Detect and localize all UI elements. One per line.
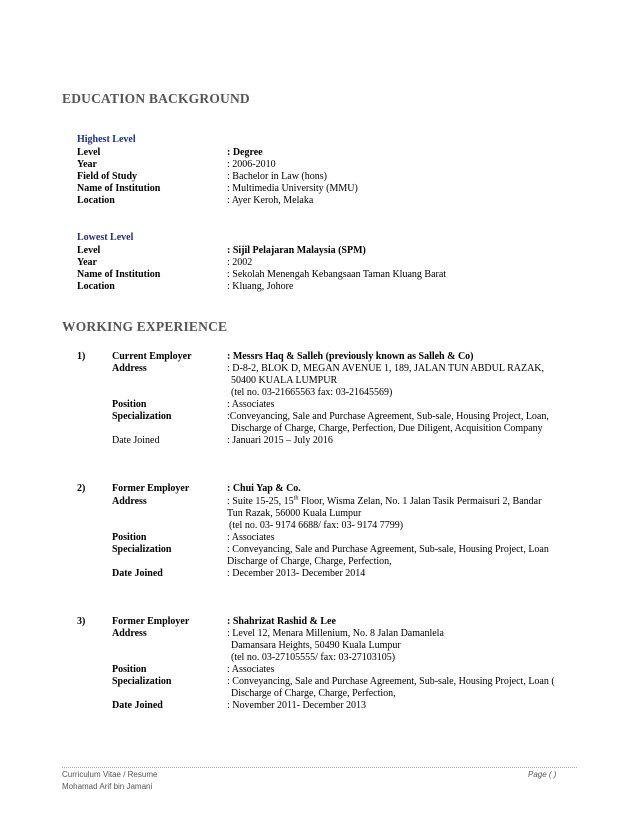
job-3-employer: : Shahrizat Rashid & Lee <box>227 616 336 627</box>
job-2-employer: : Chui Yap & Co. <box>227 483 301 494</box>
highest-year-label: Year <box>77 159 97 170</box>
highest-level-heading: Highest Level <box>77 134 136 145</box>
job-3-date-label: Date Joined <box>112 700 163 711</box>
job-2-spec-line-2: Discharge of Charge, Charge, Perfection, <box>227 556 392 567</box>
highest-location-label: Location <box>77 195 115 206</box>
job-1-spec-line-1: :Conveyancing, Sale and Purchase Agreement, Sub-sale, Housing Project, Loan, <box>227 411 549 422</box>
footer-author: Mohamad Arif bin Jamani <box>62 782 153 791</box>
job-2-position: : Associates <box>227 532 275 543</box>
job-1-spec-line-2: Discharge of Charge, Charge, Perfection, Due Diligent, Acquisition Company <box>231 423 543 434</box>
job-2-employer-label: Former Employer <box>112 483 190 494</box>
job-1-address-line-3: (tel no. 03-21665563 fax: 03-21645569) <box>231 387 393 398</box>
highest-level-value: : Degree <box>227 147 263 158</box>
job-1-address-label: Address <box>112 363 147 374</box>
lowest-level-value: : Sijil Pelajaran Malaysia (SPM) <box>227 245 366 256</box>
job-1-position-label: Position <box>112 399 147 410</box>
job-2-position-label: Position <box>112 532 147 543</box>
job-2-address-line-2: Tun Razak, 56000 Kuala Lumpur <box>227 508 362 519</box>
job-3-employer-label: Former Employer <box>112 616 190 627</box>
job-3-spec-line-2: Discharge of Charge, Charge, Perfection, <box>231 688 396 699</box>
job-1-date-label: Date Joined <box>112 435 160 446</box>
job-3-address-label: Address <box>112 628 147 639</box>
job-3-position-label: Position <box>112 664 147 675</box>
highest-institution-label: Name of Institution <box>77 183 161 194</box>
job-3-address-line-3: (tel no. 03-27105555/ fax: 03-27103105) <box>231 652 396 663</box>
job-3-spec-label: Specialization <box>112 676 172 687</box>
lowest-year-value: : 2002 <box>227 257 253 268</box>
job-3-address-line-2: Damansara Heights, 50490 Kuala Lumpur <box>231 640 401 651</box>
job-2-spec-line-1: : Conveyancing, Sale and Purchase Agreement, Sub-sale, Housing Project, Loan <box>227 544 549 555</box>
job-3-position: : Associates <box>227 664 275 675</box>
job-2-date: : December 2013- December 2014 <box>227 568 366 579</box>
job-1-address-line-1: : D-8-2, BLOK D, MEGAN AVENUE 1, 189, JALAN TUN ABDUL RAZAK, <box>227 363 545 374</box>
job-1-address-line-2: 50400 KUALA LUMPUR <box>231 375 338 386</box>
job-2-address-line-1 <box>227 496 541 508</box>
education-section-title: EDUCATION BACKGROUND <box>62 91 250 106</box>
job-1-date: : Januari 2015 – July 2016 <box>227 435 333 446</box>
lowest-location-value: : Kluang, Johore <box>227 281 294 292</box>
lowest-institution-label: Name of Institution <box>77 269 161 280</box>
job-2-address-pre: : Suite 15-25, 15 <box>227 496 294 507</box>
job-3-number: 3) <box>77 616 86 627</box>
highest-location-value: : Ayer Keroh, Melaka <box>227 195 314 206</box>
lowest-level-label: Level <box>77 245 101 256</box>
lowest-institution-value: : Sekolah Menengah Kebangsaan Taman Kluang Barat <box>227 269 447 280</box>
highest-field-value: : Bachelor in Law (hons) <box>227 171 327 182</box>
job-1-position: : Associates <box>227 399 275 410</box>
footer-doc-title: Curriculum Vitae / Resume <box>62 770 158 779</box>
footer-divider <box>62 767 577 768</box>
job-1-employer: : Messrs Haq & Salleh (previously known as Salleh & Co) <box>227 351 474 362</box>
highest-year-value: : 2006-2010 <box>227 159 276 170</box>
job-2-address-label: Address <box>112 496 147 507</box>
footer-page-number: Page ( ) <box>528 770 557 779</box>
job-2-address-line-3: (tel no. 03- 9174 6688/ fax: 03- 9174 7799) <box>229 520 404 531</box>
job-2-spec-label: Specialization <box>112 544 172 555</box>
lowest-year-label: Year <box>77 257 97 268</box>
lowest-level-heading: Lowest Level <box>77 232 134 243</box>
highest-institution-value: : Multimedia University (MMU) <box>227 183 358 194</box>
job-1-spec-label: Specialization <box>112 411 172 422</box>
work-section-title: WORKING EXPERIENCE <box>62 319 228 334</box>
job-2-date-label: Date Joined <box>112 568 163 579</box>
job-2-address-post: Floor, Wisma Zelan, No. 1 Jalan Tasik Permaisuri 2, Bandar <box>298 496 542 507</box>
job-3-address-line-1: : Level 12, Menara Millenium, No. 8 Jalan Damanlela <box>227 628 444 639</box>
job-1-employer-label: Current Employer <box>112 351 192 362</box>
job-2-number: 2) <box>77 483 86 494</box>
job-3-spec-line-1: : Conveyancing, Sale and Purchase Agreement, Sub-sale, Housing Project, Loan ( <box>227 676 555 687</box>
job-3-date: : November 2011- December 2013 <box>227 700 367 711</box>
job-1-number: 1) <box>77 351 86 362</box>
lowest-location-label: Location <box>77 281 115 292</box>
job-2-address-sup: th <box>293 495 299 502</box>
highest-field-label: Field of Study <box>77 171 138 182</box>
highest-level-label: Level <box>77 147 101 158</box>
